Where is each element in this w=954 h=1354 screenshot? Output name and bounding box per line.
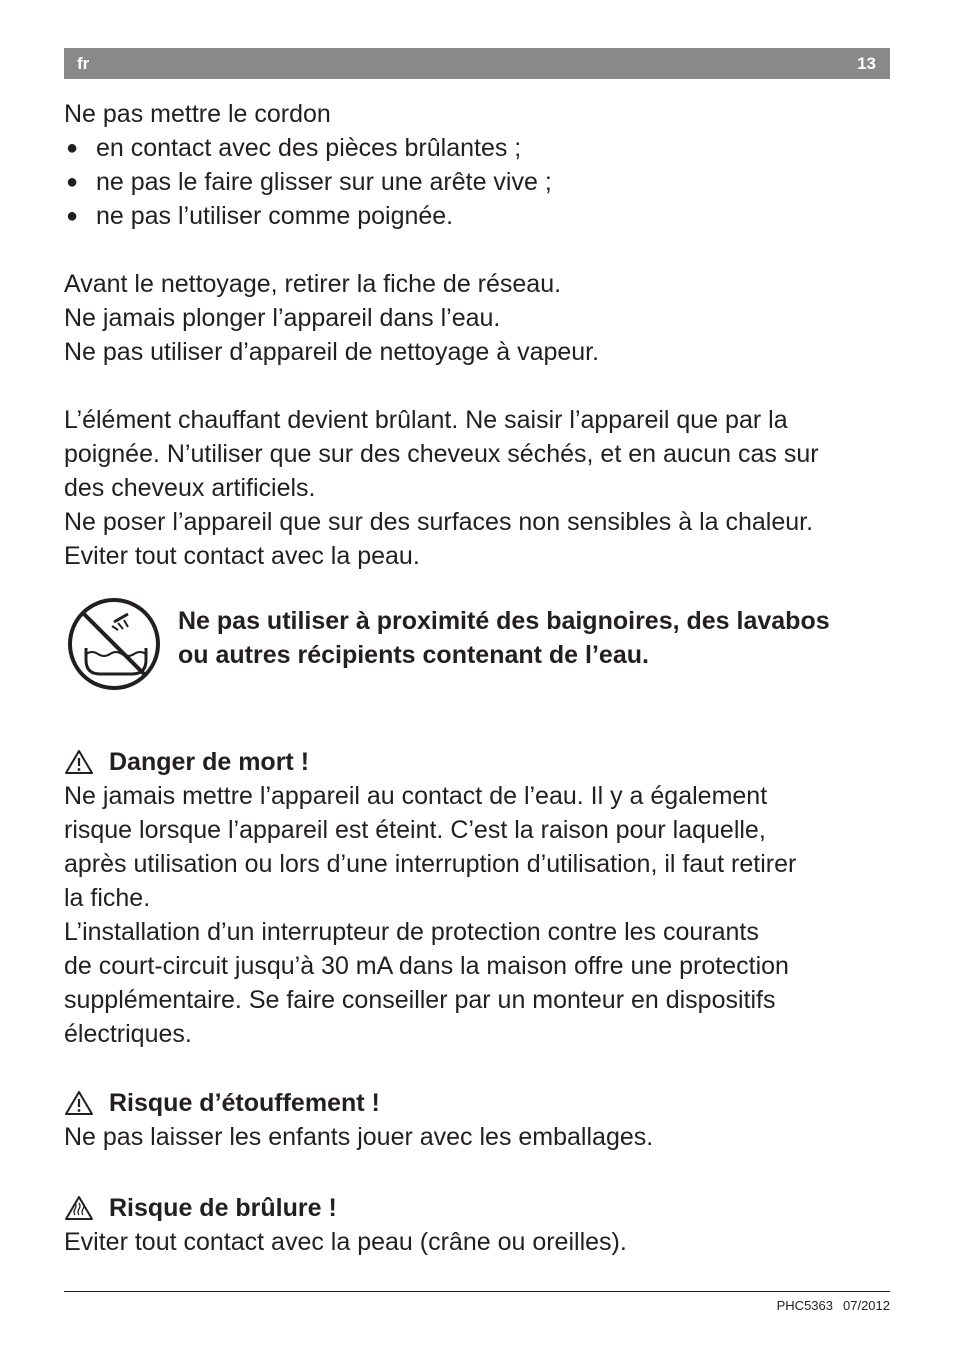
water-warning-line: ou autres récipients contenant de l’eau. — [178, 641, 649, 669]
suffocation-heading — [64, 1086, 890, 1120]
danger-section — [64, 745, 890, 1051]
cord-heading: Ne pas mettre le cordon — [64, 100, 331, 128]
paragraph-spacer — [64, 233, 890, 267]
cleaning-line: Ne pas utiliser d’appareil de nettoyage à vapeur. — [64, 338, 600, 366]
hot-surface-warning-icon — [64, 1195, 94, 1221]
danger-heading — [64, 745, 890, 779]
danger-line: la fiche. — [64, 884, 151, 912]
burn-text: Eviter tout contact avec la peau (crâne ou oreilles). — [64, 1228, 627, 1256]
model-number: PHC5363 — [776, 1298, 833, 1313]
warning-triangle-icon — [64, 1090, 94, 1116]
danger-line: L’installation d’un interrupteur de protection contre les courants — [64, 918, 759, 946]
water-warning — [64, 596, 890, 696]
page-number: 13 — [857, 54, 876, 73]
danger-line: de court-circuit jusqu’à 30 mA dans la maison offre une protection — [64, 952, 789, 980]
danger-title: Danger de mort ! — [109, 748, 310, 776]
burn-title: Risque de brûlure ! — [109, 1194, 337, 1222]
danger-line: électriques. — [64, 1020, 192, 1048]
heating-line: poignée. N’utiliser que sur des cheveux séchés, et en aucun cas sur — [64, 440, 819, 468]
cleaning-line: Avant le nettoyage, retirer la fiche de réseau. — [64, 270, 562, 298]
water-warning-text — [178, 604, 890, 672]
danger-line: supplémentaire. Se faire conseiller par un monteur en dispositifs — [64, 986, 776, 1014]
water-warning-line: Ne pas utiliser à proximité des baignoires, des lavabos — [178, 607, 830, 635]
danger-line: risque lorsque l’appareil est éteint. C’est la raison pour laquelle, — [64, 816, 766, 844]
danger-line: Ne jamais mettre l’appareil au contact de l’eau. Il y a également — [64, 782, 768, 810]
cleaning-line: Ne jamais plonger l’appareil dans l’eau. — [64, 304, 501, 332]
list-item: ● ne pas le faire glisser sur une arête vive ; — [64, 165, 890, 199]
heating-line: L’élément chauffant devient brûlant. Ne saisir l’appareil que par la — [64, 406, 788, 434]
language-code: fr — [77, 54, 90, 73]
warning-triangle-icon — [64, 749, 94, 775]
burn-section — [64, 1191, 890, 1259]
suffocation-text: Ne pas laisser les enfants jouer avec les emballages. — [64, 1123, 654, 1151]
burn-heading — [64, 1191, 890, 1225]
list-item: ● ne pas l’utiliser comme poignée. — [64, 199, 890, 233]
danger-line: après utilisation ou lors d’une interruption d’utilisation, il faut retirer — [64, 850, 797, 878]
suffocation-section — [64, 1086, 890, 1154]
print-date: 07/2012 — [843, 1298, 890, 1313]
heating-line: Ne poser l’appareil que sur des surfaces non sensibles à la chaleur. — [64, 508, 814, 536]
heating-line: Eviter tout contact avec la peau. — [64, 542, 420, 570]
header-bar — [64, 48, 890, 79]
footer-divider — [64, 1291, 890, 1292]
list-item: ● en contact avec des pièces brûlantes ; — [64, 131, 890, 165]
heating-line: des cheveux artificiels. — [64, 474, 316, 502]
no-bathtub-icon — [66, 596, 162, 692]
safety-instructions — [64, 97, 890, 573]
suffocation-title: Risque d’étouffement ! — [109, 1089, 380, 1117]
paragraph-spacer — [64, 369, 890, 403]
footer — [777, 1298, 890, 1313]
